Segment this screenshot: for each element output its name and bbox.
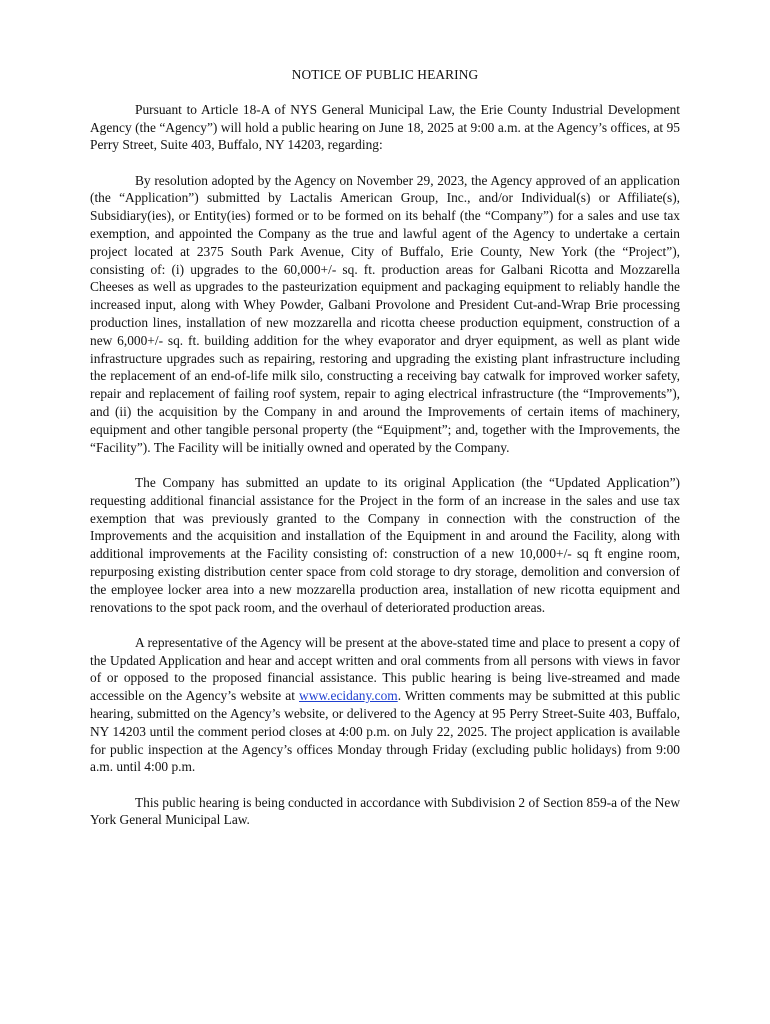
closing-paragraph: This public hearing is being conducted in accordance with Subdivision 2 of Section 859-a of the New York General Municipal Law. [90,794,680,828]
hearing-text-after-link: . Written comments may be submitted at this public hearing, submitted on the Agency’s website, or delivered to the Agency at 95 Perry Street-Suite 403, Buffalo, NY 14203 until the comment period closes at 4:00 p.m. on July 22, 2025. The project application is available for public inspection at the Agency’s offices Monday through Friday (excluding public holidays) from 9:00 a.m. until 4:00 p.m. [90,688,681,775]
project-description-paragraph: By resolution adopted by the Agency on November 29, 2023, the Agency approved of an application (the “Application”) submitted by Lactalis American Group, Inc., and/or Individual(s) or Affiliate(s), Subsidiary(ies), or Entity(ies) formed or to be formed on its behalf (the “Company”) for a sales and use tax exemption, and appointed the Company as the true and lawful agent of the Agency to undertake a certain project located at 2375 South Park Avenue, City of Buffalo, Erie County, New York (the “Project”), consisting of: (i) upgrades to the 60,000+/- sq. ft. production areas for Galbani Ricotta and Mozzarella Cheeses as well as upgrades to the pasteurization equipment and packaging equipment to reliably handle the increased input, along with Whey Powder, Galbani Provolone and President Cut-and-Wrap Brie processing production lines, installation of new mozzarella and ricotta cheese production equipment, construction of a new 6,000+/- sq. ft. building addition for the whey evaporator and dryer equipment, as well as plant wide infrastructure upgrades such as repairing, restoring and upgrading the existing plant infrastructure including the replacement of an end-of-life milk silo, constructing a receiving bay catwalk for improved worker safety, repair and replacement of failing roof system, repair to aging electrical infrastructure (the “Improvements”), and (ii) the acquisition by the Company in and around the Improvements of certain items of machinery, equipment and other tangible personal property (the “Equipment”; and, together with the Improvements, the “Facility”). The Facility will be initially owned and operated by the Company. [90,172,680,455]
hearing-details-paragraph [90,634,680,776]
updated-application-paragraph: The Company has submitted an update to its original Application (the “Updated Application”) requesting additional financial assistance for the Project in the form of an increase in the sales and use tax exemption that was previously granted to the Company in connection with the construction of the Improvements and the acquisition and installation of the Equipment in and around the Facility, along with additional improvements at the Facility consisting of: construction of a new 10,000+/- sq ft engine room, repurposing existing distribution center space from cold storage to dry storage, demolition and conversion of the employee locker area into a new mozzarella production area, installation of new ricotta equipment and renovations to the spot pack room, and the overhaul of deteriorated production areas. [90,474,680,615]
notice-document [90,66,680,847]
hearing-text-before-link: A representative of the Agency will be present at the above-stated time and place to present a copy of the Updated Application and hear and accept written and oral comments from all persons with views in favor of or opposed to the proposed financial assistance. This public hearing is being live-streamed and made accessible on the Agency’s website at [90,634,680,704]
notice-title: NOTICE OF PUBLIC HEARING [291,67,479,82]
agency-website-link[interactable]: www.ecidany.com [299,688,398,704]
intro-paragraph: Pursuant to Article 18-A of NYS General Municipal Law, the Erie County Industrial Development Agency (the “Agency”) will hold a public hearing on June 18, 2025 at 9:00 a.m. at the Agency’s offices, at 95 Perry Street, Suite 403, Buffalo, NY 14203, regarding: [90,101,680,153]
